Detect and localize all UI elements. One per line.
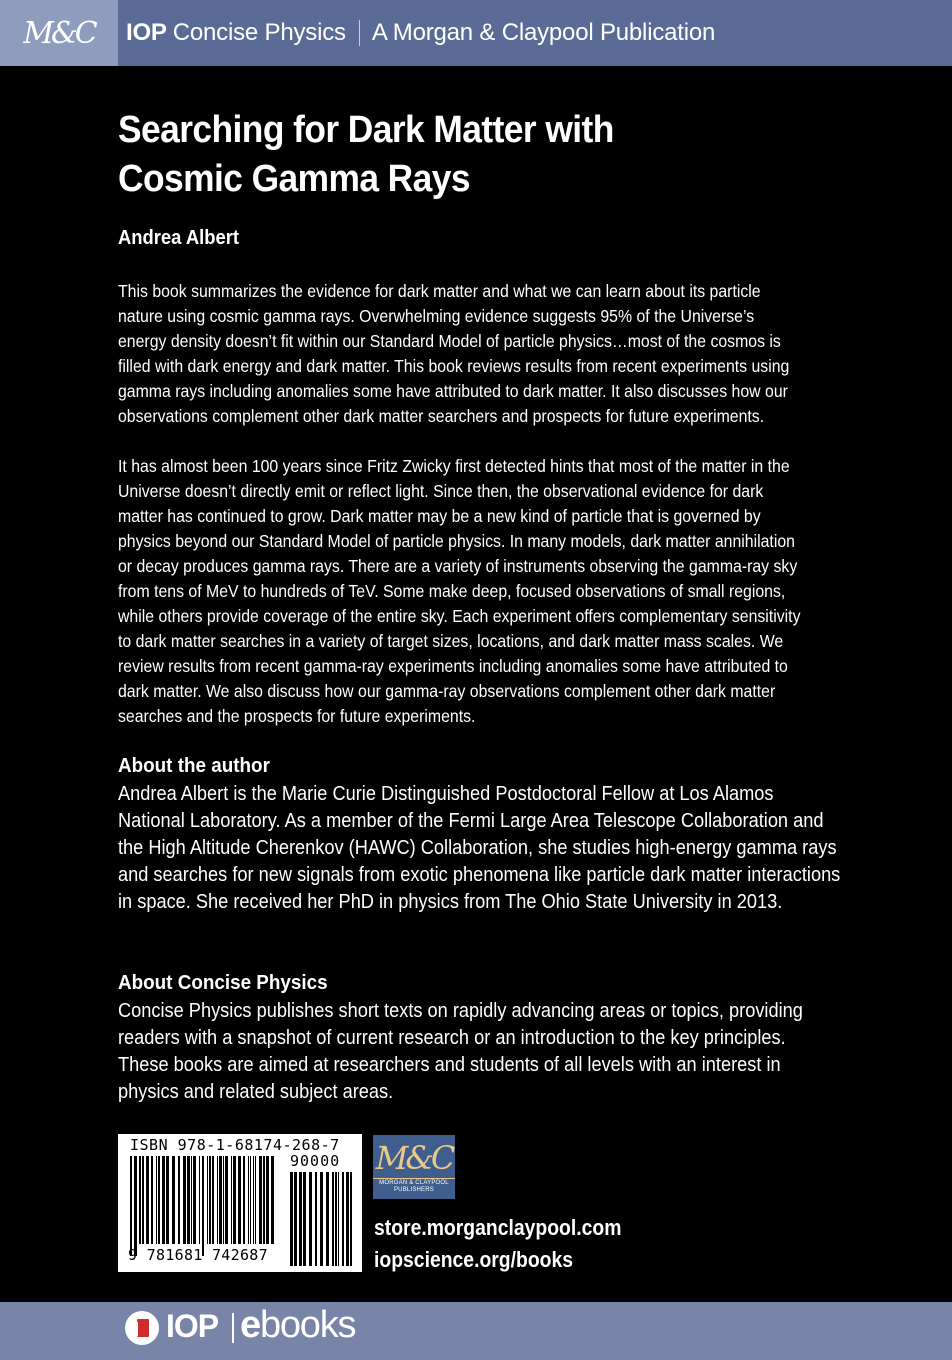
barcode-bar	[299, 1172, 302, 1266]
barcode-bar	[223, 1156, 224, 1244]
barcode-bar	[139, 1156, 141, 1244]
barcode-bar	[326, 1172, 329, 1266]
price-code: 90000	[290, 1152, 341, 1170]
morgan-claypool-logo	[0, 0, 118, 66]
barcode-bar	[183, 1156, 186, 1244]
barcode-bar	[250, 1156, 251, 1244]
barcode-bar	[207, 1156, 208, 1244]
footer-iop-label: IOP	[166, 1308, 219, 1344]
barcode-bar	[146, 1156, 149, 1244]
top-banner	[0, 0, 952, 66]
barcode-bar	[191, 1156, 192, 1244]
text-line: dark matter. We also discuss how our gamma-ray observations complement other dark matter	[118, 681, 776, 701]
barcode-bar	[259, 1156, 262, 1244]
banner-divider	[359, 20, 360, 46]
barcode-bar	[130, 1156, 132, 1256]
title-line: Cosmic Gamma Rays	[118, 158, 470, 200]
barcode-bar	[266, 1156, 269, 1244]
barcode-digits: 9 781681 742687	[128, 1246, 268, 1264]
publisher-name	[373, 1180, 455, 1194]
text-line: Andrea Albert is the Marie Curie Distinguished Postdoctoral Fellow at Los Alamos	[118, 783, 774, 805]
footer-ebooks-label	[240, 1304, 355, 1347]
about-concise-heading: About Concise Physics	[118, 971, 328, 994]
barcode-bar	[243, 1156, 245, 1244]
text-line: readers with a snapshot of current research or an introduction to the key principles.	[118, 1027, 786, 1049]
publisher-monogram: M&C	[375, 1139, 453, 1177]
text-line: from tens of MeV to hundreds of TeV. Some make deep, focused observations of small regions,	[118, 581, 786, 601]
barcode-addon-bars	[290, 1172, 352, 1266]
barcode-bar	[209, 1156, 211, 1244]
about-author-heading: About the author	[118, 754, 270, 777]
about-author-text	[118, 781, 841, 916]
barcode-bar	[166, 1156, 169, 1244]
barcode-bar	[156, 1156, 157, 1244]
text-line: Universe doesn’t directly emit or reflect light. Since then, the observational evidence for dark	[118, 481, 764, 501]
series-banner	[126, 0, 715, 66]
text-line: observations complement other dark matter searchers and prospects for future experiments.	[118, 406, 765, 426]
about-concise-text	[118, 998, 837, 1106]
series-name: Concise Physics	[172, 19, 346, 46]
barcode-bars	[130, 1156, 278, 1256]
text-line: physics and related subject areas.	[118, 1081, 394, 1103]
barcode-bar	[172, 1156, 175, 1244]
isbn-number: ISBN 978-1-68174-268-7	[130, 1136, 340, 1154]
logo-divider	[373, 1178, 455, 1179]
barcode-bar	[134, 1156, 137, 1256]
barcode-bar	[219, 1156, 222, 1244]
barcode-bar	[263, 1156, 265, 1244]
text-line: in space. She received her PhD in physics from The Ohio State University in 2013.	[118, 891, 783, 913]
isbn-barcode	[118, 1134, 362, 1272]
text-line: filled with dark energy and dark matter. This book reviews results from recent experiments using	[118, 356, 790, 376]
barcode-bar	[178, 1156, 180, 1244]
text-line: This book summarizes the evidence for dark matter and what we can learn about its particle	[118, 281, 761, 301]
barcode-bar	[290, 1172, 293, 1266]
iop-logo-cut	[135, 1322, 138, 1336]
text-line: energy density doesn’t fit within our Standard Model of particle physics…most of the cosmos is	[118, 331, 781, 351]
text-line: gamma rays including anomalies some have attributed to dark matter. It also discusses how our	[118, 381, 788, 401]
barcode-bar	[202, 1156, 204, 1256]
barcode-bar	[320, 1172, 323, 1266]
store-link[interactable]: store.morganclaypool.com	[374, 1215, 622, 1240]
barcode-bar	[248, 1156, 249, 1244]
barcode-bar	[217, 1156, 218, 1244]
title-line: Searching for Dark Matter with	[118, 109, 614, 151]
barcode-bar	[225, 1156, 228, 1244]
text-line: to dark matter searches in a variety of target sizes, locations, and dark matter mass scales. We	[118, 631, 784, 651]
summary-paragraph-2	[118, 454, 806, 729]
barcode-bar	[271, 1156, 274, 1244]
barcode-bar	[342, 1172, 344, 1266]
text-line: review results from recent gamma-ray experiments including anomalies some have attributed to	[118, 656, 788, 676]
text-line: or decay produces gamma rays. There are a variety of instruments observing the gamma-ray sky	[118, 556, 798, 576]
barcode-bar	[309, 1172, 312, 1266]
barcode-bar	[332, 1172, 334, 1266]
text-line: These books are aimed at researchers and students of all levels with an interest in	[118, 1054, 781, 1076]
barcode-bar	[212, 1156, 214, 1244]
book-title	[118, 106, 788, 204]
text-line: National Laboratory. As a member of the Fermi Large Area Telescope Collaboration and	[118, 810, 824, 832]
text-line: the High Altitude Cherenkov (HAWC) Collaboration, she studies high-energy gamma rays	[118, 837, 837, 859]
barcode-bar	[294, 1172, 297, 1266]
publisher-logo	[373, 1135, 455, 1199]
barcode-bar	[162, 1156, 165, 1244]
publication-label: A Morgan & Claypool Publication	[371, 19, 716, 46]
barcode-bar	[193, 1156, 196, 1244]
text-line: nature using cosmic gamma rays. Overwhelming evidence suggests 95% of the Universe’s	[118, 306, 755, 326]
mc-monogram: M&C	[23, 15, 95, 51]
barcode-bar	[253, 1156, 254, 1244]
text-line: searches and the prospects for future experiments.	[118, 706, 476, 726]
barcode-bar	[238, 1156, 241, 1244]
barcode-bar	[158, 1156, 160, 1244]
iop-logo-icon	[125, 1311, 159, 1345]
barcode-bar	[199, 1156, 200, 1244]
barcode-bar	[231, 1156, 232, 1244]
text-line: matter has continued to grow. Dark matter may be a new kind of particle that is governed by	[118, 506, 761, 526]
barcode-bar	[338, 1172, 339, 1266]
text-line: and searches for new signals from exotic phenomena like particle dark matter interactions	[118, 864, 841, 886]
barcode-bar	[315, 1172, 317, 1266]
barcode-bar	[346, 1172, 349, 1266]
publisher-name-line: MORGAN & CLAYPOOL	[379, 1180, 449, 1186]
ebooks-suffix: books	[259, 1304, 356, 1346]
barcode-bar	[350, 1172, 352, 1266]
iop-logo-mark	[137, 1319, 149, 1337]
barcode-bar	[233, 1156, 236, 1244]
barcode-bar	[187, 1156, 190, 1244]
footer-divider	[232, 1313, 234, 1343]
barcode-bar	[335, 1172, 337, 1266]
text-line: It has almost been 100 years since Fritz Zwicky first detected hints that most of the matter in the	[118, 456, 790, 476]
barcode-bar	[255, 1156, 256, 1244]
ebooks-prefix: e	[240, 1304, 260, 1346]
iopscience-link[interactable]: iopscience.org/books	[374, 1247, 574, 1272]
text-line: physics beyond our Standard Model of particle physics. In many models, dark matter annihilation	[118, 531, 795, 551]
text-line: Concise Physics publishes short texts on rapidly advancing areas or topics, providing	[118, 1000, 803, 1022]
text-line: while others provide coverage of the entire sky. Each experiment offers complementary sensitivity	[118, 606, 801, 626]
summary-paragraph-1	[118, 279, 806, 429]
publisher-links	[374, 1212, 621, 1276]
book-author: Andrea Albert	[118, 227, 239, 249]
barcode-bar	[303, 1172, 306, 1266]
iop-label: IOP	[126, 19, 167, 46]
barcode-bar	[151, 1156, 153, 1244]
publisher-name-line: PUBLISHERS	[393, 1187, 434, 1193]
barcode-bar	[142, 1156, 144, 1244]
